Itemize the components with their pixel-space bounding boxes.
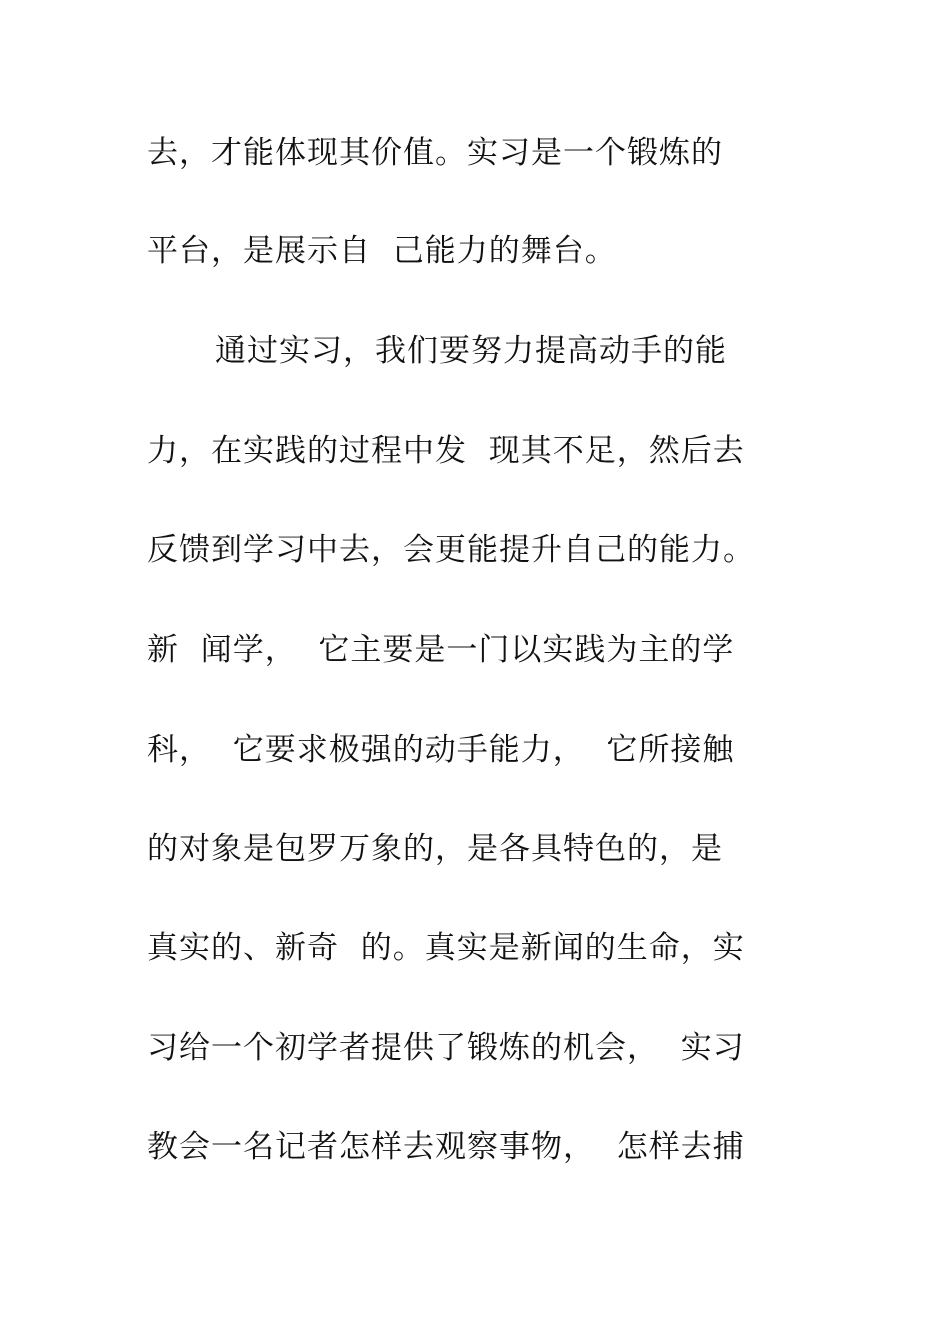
text-line-4: 力，在实践的过程中发 现其不足，然后去 bbox=[147, 433, 745, 469]
text-line-6: 新 闻学， 它主要是一门以实践为主的学 bbox=[147, 632, 735, 668]
text-line-1: 去，才能体现其价值。实习是一个锻炼的 bbox=[147, 135, 723, 171]
text-line-9: 真实的、新奇 的。真实是新闻的生命，实 bbox=[147, 930, 745, 966]
text-line-10: 习给一个初学者提供了锻炼的机会， 实习 bbox=[147, 1030, 745, 1066]
text-line-3: 通过实习，我们要努力提高动手的能 bbox=[215, 333, 727, 369]
text-line-7: 科， 它要求极强的动手能力， 它所接触 bbox=[147, 732, 735, 768]
text-line-11: 教会一名记者怎样去观察事物， 怎样去捕 bbox=[147, 1129, 745, 1165]
text-line-5: 反馈到学习中去，会更能提升自己的能力。 bbox=[147, 532, 755, 568]
text-line-2: 平台，是展示自 己能力的舞台。 bbox=[147, 233, 617, 269]
text-line-8: 的对象是包罗万象的，是各具特色的，是 bbox=[147, 831, 723, 867]
